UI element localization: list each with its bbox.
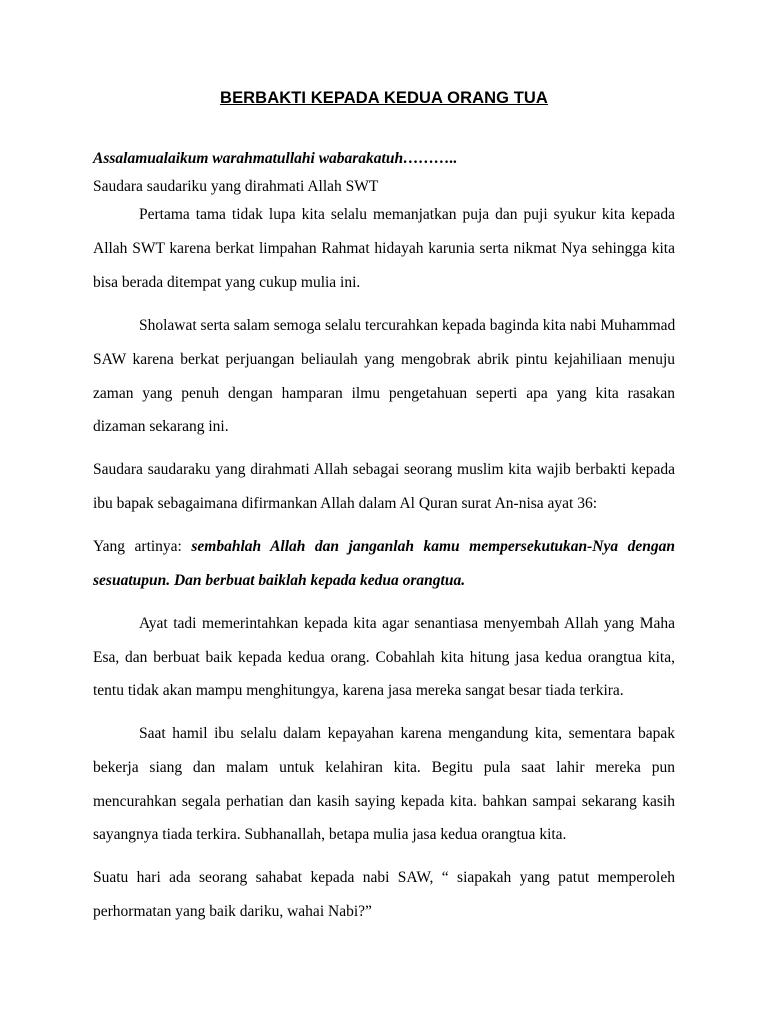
quote-line: sesuatupun. Dan berbuat baiklah kepada kedua orangtua.: [93, 572, 466, 589]
paragraph-line: bisa berada ditempat yang cukup mulia ini.: [93, 274, 361, 291]
paragraph-line: Saat hamil ibu selalu dalam kepayahan karena mengandung kita, sementara bapak: [139, 725, 675, 742]
paragraph-line: SAW karena berkat perjuangan beliaulah yang mengobrak abrik pintu kejahiliaan menuju: [93, 351, 675, 368]
quote-text: sembahlah Allah dan janganlah kamu mempersekutukan-Nya dengan: [191, 538, 675, 555]
paragraph-line: zaman yang penuh dengan hamparan ilmu pengetahuan seperti apa yang kita rasakan: [93, 385, 675, 402]
paragraph-line: Sholawat serta salam semoga selalu tercurahkan kepada baginda kita nabi Muhammad: [139, 317, 676, 334]
paragraph-line: Allah SWT karena berkat limpahan Rahmat hidayah karunia serta nikmat Nya sehingga kita: [93, 240, 675, 257]
paragraph-line: Pertama tama tidak lupa kita selalu memanjatkan puja dan puji syukur kita kepada: [139, 206, 675, 223]
paragraph-line: sayangnya tiada terkira. Subhanallah, betapa mulia jasa kedua orangtua kita.: [93, 826, 567, 843]
paragraph-line: Esa, dan berbuat baik kepada kedua orang. Cobahlah kita hitung jasa kedua orangtua kita,: [93, 649, 675, 666]
paragraph-line: perhormatan yang baik dariku, wahai Nabi?”: [93, 903, 372, 920]
paragraph-line: dizaman sekarang ini.: [93, 418, 229, 435]
paragraph-line: Suatu hari ada seorang sahabat kepada nabi SAW, “ siapakah yang patut memperoleh: [93, 869, 675, 886]
quote-line: [93, 538, 675, 556]
greeting-line: Assalamualaikum warahmatullahi wabarakatuh………..: [93, 150, 458, 167]
quote-prefix: Yang artinya:: [93, 538, 192, 555]
paragraph-line: ibu bapak sebagaimana difirmankan Allah dalam Al Quran surat An-nisa ayat 36:: [93, 495, 598, 512]
paragraph-line: tentu tidak akan mampu menghitungya, karena jasa mereka sangat besar tiada terkira.: [93, 682, 624, 699]
document-title: BERBAKTI KEPADA KEDUA ORANG TUA: [220, 89, 548, 107]
paragraph-line: mencurahkan segala perhatian dan kasih saying kepada kita. bahkan sampai sekarang kasih: [93, 793, 675, 810]
paragraph-line: Ayat tadi memerintahkan kepada kita agar senantiasa menyembah Allah yang Maha: [139, 615, 675, 632]
paragraph-line: bekerja siang dan malam untuk kelahiran kita. Begitu pula saat lahir mereka pun: [93, 759, 675, 776]
salutation-line: Saudara saudariku yang dirahmati Allah SWT: [93, 178, 379, 195]
paragraph-line: Saudara saudaraku yang dirahmati Allah sebagai seorang muslim kita wajib berbakti kepada: [93, 461, 675, 478]
